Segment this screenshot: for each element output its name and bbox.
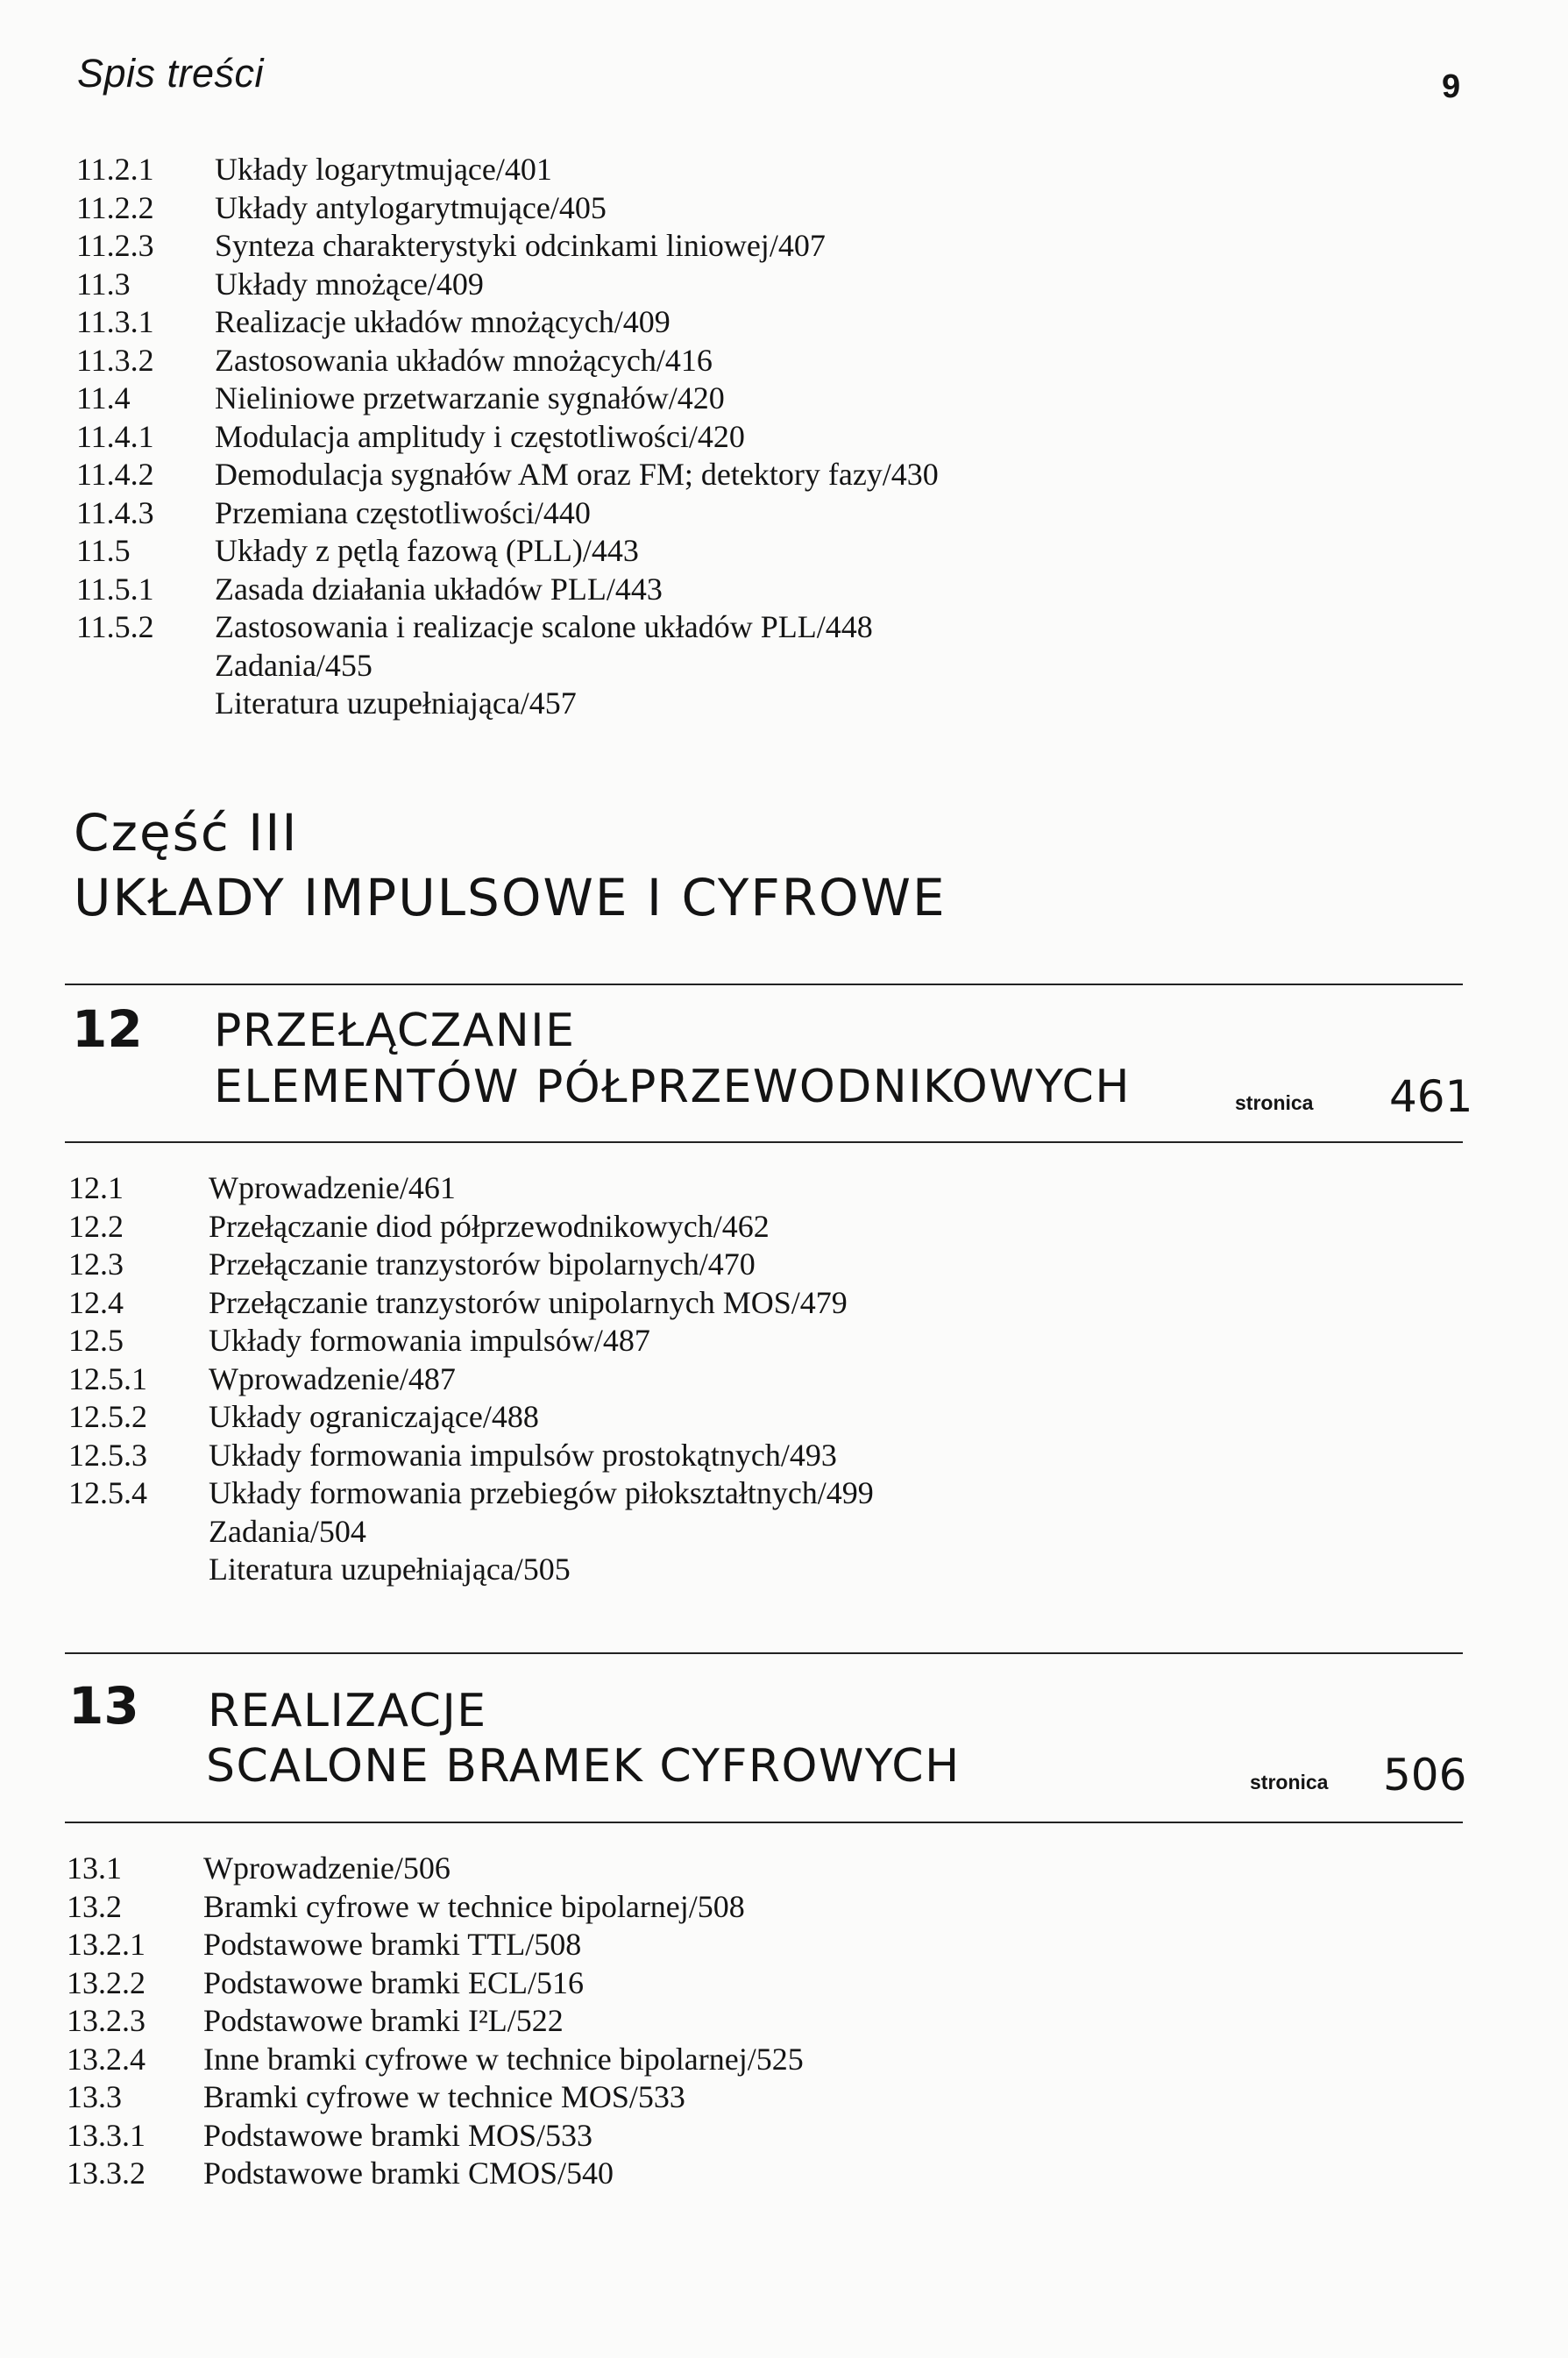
part-title: UKŁADY IMPULSOWE I CYFROWE <box>74 868 947 927</box>
toc-entry-number: 12.5 <box>68 1323 124 1358</box>
toc-entry-title: Modulacja amplitudy i częstotliwości/420 <box>215 418 745 454</box>
toc-entry-number: 13.3.1 <box>67 2117 145 2153</box>
toc-entry-number: 13.3.2 <box>67 2156 145 2191</box>
toc-entry-number: 12.5.2 <box>68 1399 147 1434</box>
toc-entry-title: Inne bramki cyfrowe w technice bipolarnej/525 <box>203 2041 804 2077</box>
toc-entry-number: 11.3.2 <box>76 342 154 378</box>
toc-entry-title: Realizacje układów mnożących/409 <box>215 304 670 339</box>
toc-entry-title: Literatura uzupełniająca/457 <box>215 685 577 721</box>
toc-entry-number: 12.4 <box>68 1284 124 1320</box>
toc-entry-number: 11.2.3 <box>76 228 154 263</box>
toc-entry-title: Podstawowe bramki ECL/516 <box>203 1964 584 2000</box>
page-number: 9 <box>1442 68 1461 105</box>
toc-entry-title: Przełączanie tranzystorów bipolarnych/470 <box>209 1246 756 1282</box>
stronica-label: stronica <box>1250 1771 1329 1793</box>
toc-entry-title: Synteza charakterystyki odcinkami liniowej/407 <box>215 228 826 263</box>
chapter-number: 12 <box>72 999 143 1059</box>
toc-entry-title: Zastosowania i realizacje scalone układów PLL/448 <box>215 609 873 644</box>
chapter-start-page: 461 <box>1389 1071 1473 1122</box>
toc-entry-title: Układy formowania przebiegów piłokształtnych/499 <box>209 1475 874 1510</box>
toc-entry-number: 13.2.3 <box>67 2003 145 2038</box>
running-header: Spis treści <box>77 51 265 96</box>
toc-entry-number: 13.1 <box>67 1850 122 1886</box>
toc-entry-number: 12.1 <box>68 1170 124 1205</box>
stronica-label: stronica <box>1235 1091 1314 1114</box>
toc-entry-title: Układy formowania impulsów prostokątnych/493 <box>209 1437 837 1473</box>
toc-entry-title: Bramki cyfrowe w technice MOS/533 <box>203 2079 685 2114</box>
toc-entry-title: Wprowadzenie/487 <box>209 1360 456 1396</box>
toc-entry-number: 11.4 <box>76 380 131 415</box>
toc-entry-title: Demodulacja sygnałów AM oraz FM; detektory fazy/430 <box>215 457 939 492</box>
toc-entry-title: Zadania/455 <box>215 647 372 683</box>
toc-entry-title: Podstawowe bramki CMOS/540 <box>203 2156 614 2191</box>
chapter-title-line-2: SCALONE BRAMEK CYFROWYCH <box>206 1740 961 1793</box>
toc-entry-title: Zastosowania układów mnożących/416 <box>215 342 713 378</box>
divider-rule <box>65 1822 1463 1823</box>
toc-entry-title: Przełączanie diod półprzewodnikowych/462 <box>209 1208 770 1244</box>
toc-entry-number: 13.2.1 <box>67 1927 145 1962</box>
chapter-title-line-1: PRZEŁĄCZANIE <box>214 1005 576 1057</box>
toc-entry-number: 11.4.2 <box>76 457 154 492</box>
toc-entry-number: 13.3 <box>67 2079 122 2114</box>
toc-entry-title: Wprowadzenie/506 <box>203 1850 451 1886</box>
toc-entry-title: Podstawowe bramki TTL/508 <box>203 1927 582 1962</box>
toc-entry-title: Bramki cyfrowe w technice bipolarnej/508 <box>203 1888 745 1924</box>
chapter-start-page: 506 <box>1383 1750 1467 1800</box>
divider-rule <box>65 984 1463 985</box>
toc-entry-title: Podstawowe bramki I²L/522 <box>203 2003 564 2038</box>
toc-entry-title: Przemiana częstotliwości/440 <box>215 494 591 530</box>
toc-entry-title: Wprowadzenie/461 <box>209 1170 456 1205</box>
toc-entry-number: 12.5.1 <box>68 1360 147 1396</box>
toc-entry-title: Podstawowe bramki MOS/533 <box>203 2117 592 2153</box>
chapter-title-line-2: ELEMENTÓW PÓŁPRZEWODNIKOWYCH <box>214 1061 1131 1113</box>
part-label: Część III <box>74 803 299 863</box>
toc-entry-number: 11.2.1 <box>76 152 154 187</box>
chapter-title-line-1: REALIZACJE <box>208 1685 487 1737</box>
toc-entry-number: 12.2 <box>68 1208 124 1244</box>
toc-entry-title: Literatura uzupełniająca/505 <box>209 1552 571 1587</box>
toc-entry-number: 11.3.1 <box>76 304 154 339</box>
toc-entry-number: 13.2.2 <box>67 1964 145 2000</box>
toc-entry-number: 11.5.2 <box>76 609 154 644</box>
toc-entry-number: 12.3 <box>68 1246 124 1282</box>
toc-entry-title: Układy antylogarytmujące/405 <box>215 189 607 225</box>
toc-entry-number: 11.5.1 <box>76 571 154 607</box>
toc-entry-title: Układy z pętlą fazową (PLL)/443 <box>215 533 639 568</box>
toc-entry-number: 11.4.1 <box>76 418 154 454</box>
toc-entry-title: Zasada działania układów PLL/443 <box>215 571 663 607</box>
toc-entry-number: 12.5.3 <box>68 1437 147 1473</box>
toc-entry-title: Przełączanie tranzystorów unipolarnych MOS/479 <box>209 1284 848 1320</box>
chapter-number: 13 <box>68 1676 139 1736</box>
toc-entry-number: 11.2.2 <box>76 189 154 225</box>
toc-entry-number: 11.4.3 <box>76 494 154 530</box>
toc-entry-number: 13.2.4 <box>67 2041 145 2077</box>
divider-rule <box>65 1652 1463 1654</box>
toc-entry-title: Układy logarytmujące/401 <box>215 152 552 187</box>
toc-entry-title: Układy ograniczające/488 <box>209 1399 539 1434</box>
toc-entry-title: Układy mnożące/409 <box>215 266 484 302</box>
divider-rule <box>65 1141 1463 1143</box>
toc-entry-title: Układy formowania impulsów/487 <box>209 1323 650 1358</box>
toc-entry-title: Zadania/504 <box>209 1513 366 1549</box>
toc-entry-number: 13.2 <box>67 1888 122 1924</box>
toc-entry-number: 11.5 <box>76 533 131 568</box>
toc-entry-number: 12.5.4 <box>68 1475 147 1510</box>
toc-entry-number: 11.3 <box>76 266 131 302</box>
toc-entry-title: Nieliniowe przetwarzanie sygnałów/420 <box>215 380 725 415</box>
